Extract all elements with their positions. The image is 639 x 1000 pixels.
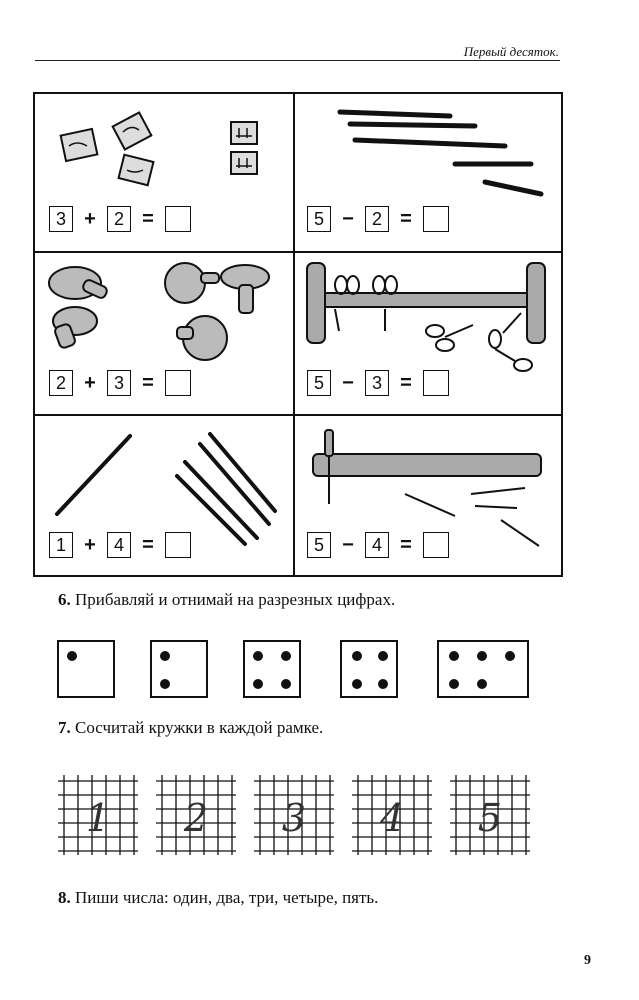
page-number: 9 [584, 953, 591, 968]
answer-box[interactable] [423, 532, 449, 558]
task-6 [58, 590, 395, 610]
exercise-1 [49, 206, 191, 232]
dot [253, 679, 263, 689]
operand-a: 5 [307, 532, 331, 558]
dot [449, 679, 459, 689]
exercise-4 [307, 370, 449, 396]
writing-grid-4[interactable] [352, 775, 432, 855]
equals-sign: = [400, 207, 412, 230]
answer-box[interactable] [423, 370, 449, 396]
task-7-text: Сосчитай кружки в каждой рамке. [75, 718, 324, 737]
task-8 [58, 888, 378, 908]
operand-a: 2 [49, 370, 73, 396]
dot-frame-5 [437, 640, 529, 698]
dot [449, 651, 459, 661]
dot-frame-4 [340, 640, 398, 698]
dot [378, 679, 388, 689]
dot [67, 651, 77, 661]
equals-sign: = [400, 371, 412, 394]
operand-b: 3 [365, 370, 389, 396]
dot-frame-2 [150, 640, 208, 698]
operand-a: 1 [49, 532, 73, 558]
dot [505, 651, 515, 661]
dot [477, 651, 487, 661]
handwritten-digit: 2 [183, 796, 209, 840]
operator: − [342, 371, 354, 394]
operator: + [84, 207, 96, 230]
dot [281, 651, 291, 661]
exercise-3 [49, 370, 191, 396]
equals-sign: = [400, 533, 412, 556]
answer-box[interactable] [423, 206, 449, 232]
dot-frame-3 [243, 640, 301, 698]
writing-grid-3[interactable] [254, 775, 334, 855]
task-6-text: Прибавляй и отнимай на разрезных цифрах. [75, 590, 396, 609]
operand-a: 5 [307, 370, 331, 396]
handwritten-digit: 3 [281, 796, 307, 840]
exercise-2 [307, 206, 449, 232]
operand-b: 4 [365, 532, 389, 558]
handwritten-digit: 4 [379, 796, 405, 840]
answer-box[interactable] [165, 370, 191, 396]
equals-sign: = [142, 371, 154, 394]
operand-b: 2 [365, 206, 389, 232]
operand-b: 3 [107, 370, 131, 396]
dot [253, 651, 263, 661]
writing-grid-2[interactable] [156, 775, 236, 855]
operator: − [342, 533, 354, 556]
operand-b: 4 [107, 532, 131, 558]
handwritten-digit: 5 [477, 796, 503, 840]
exercise-5 [49, 532, 191, 558]
dot [352, 651, 362, 661]
equals-sign: = [142, 533, 154, 556]
dot [352, 679, 362, 689]
operand-a: 5 [307, 206, 331, 232]
task-6-number: 6. [58, 590, 71, 609]
dot [378, 651, 388, 661]
operand-b: 2 [107, 206, 131, 232]
page-header-title: Первый десяток. [463, 44, 559, 59]
exercise-6 [307, 532, 449, 558]
handwritten-digit: 1 [85, 796, 111, 840]
operator: + [84, 371, 96, 394]
writing-grid-1[interactable] [58, 775, 138, 855]
task-8-number: 8. [58, 888, 71, 907]
task-7 [58, 718, 323, 738]
task-7-number: 7. [58, 718, 71, 737]
dot-frame-1 [57, 640, 115, 698]
dot [477, 679, 487, 689]
operator: + [84, 533, 96, 556]
exercise-grid [33, 92, 563, 577]
equals-sign: = [142, 207, 154, 230]
dot [160, 679, 170, 689]
operator: − [342, 207, 354, 230]
dot [160, 651, 170, 661]
answer-box[interactable] [165, 532, 191, 558]
writing-grid-5[interactable] [450, 775, 530, 855]
dot [281, 679, 291, 689]
operand-a: 3 [49, 206, 73, 232]
task-8-text: Пиши числа: один, два, три, четыре, пять. [75, 888, 379, 907]
header-rule [35, 60, 560, 61]
answer-box[interactable] [165, 206, 191, 232]
